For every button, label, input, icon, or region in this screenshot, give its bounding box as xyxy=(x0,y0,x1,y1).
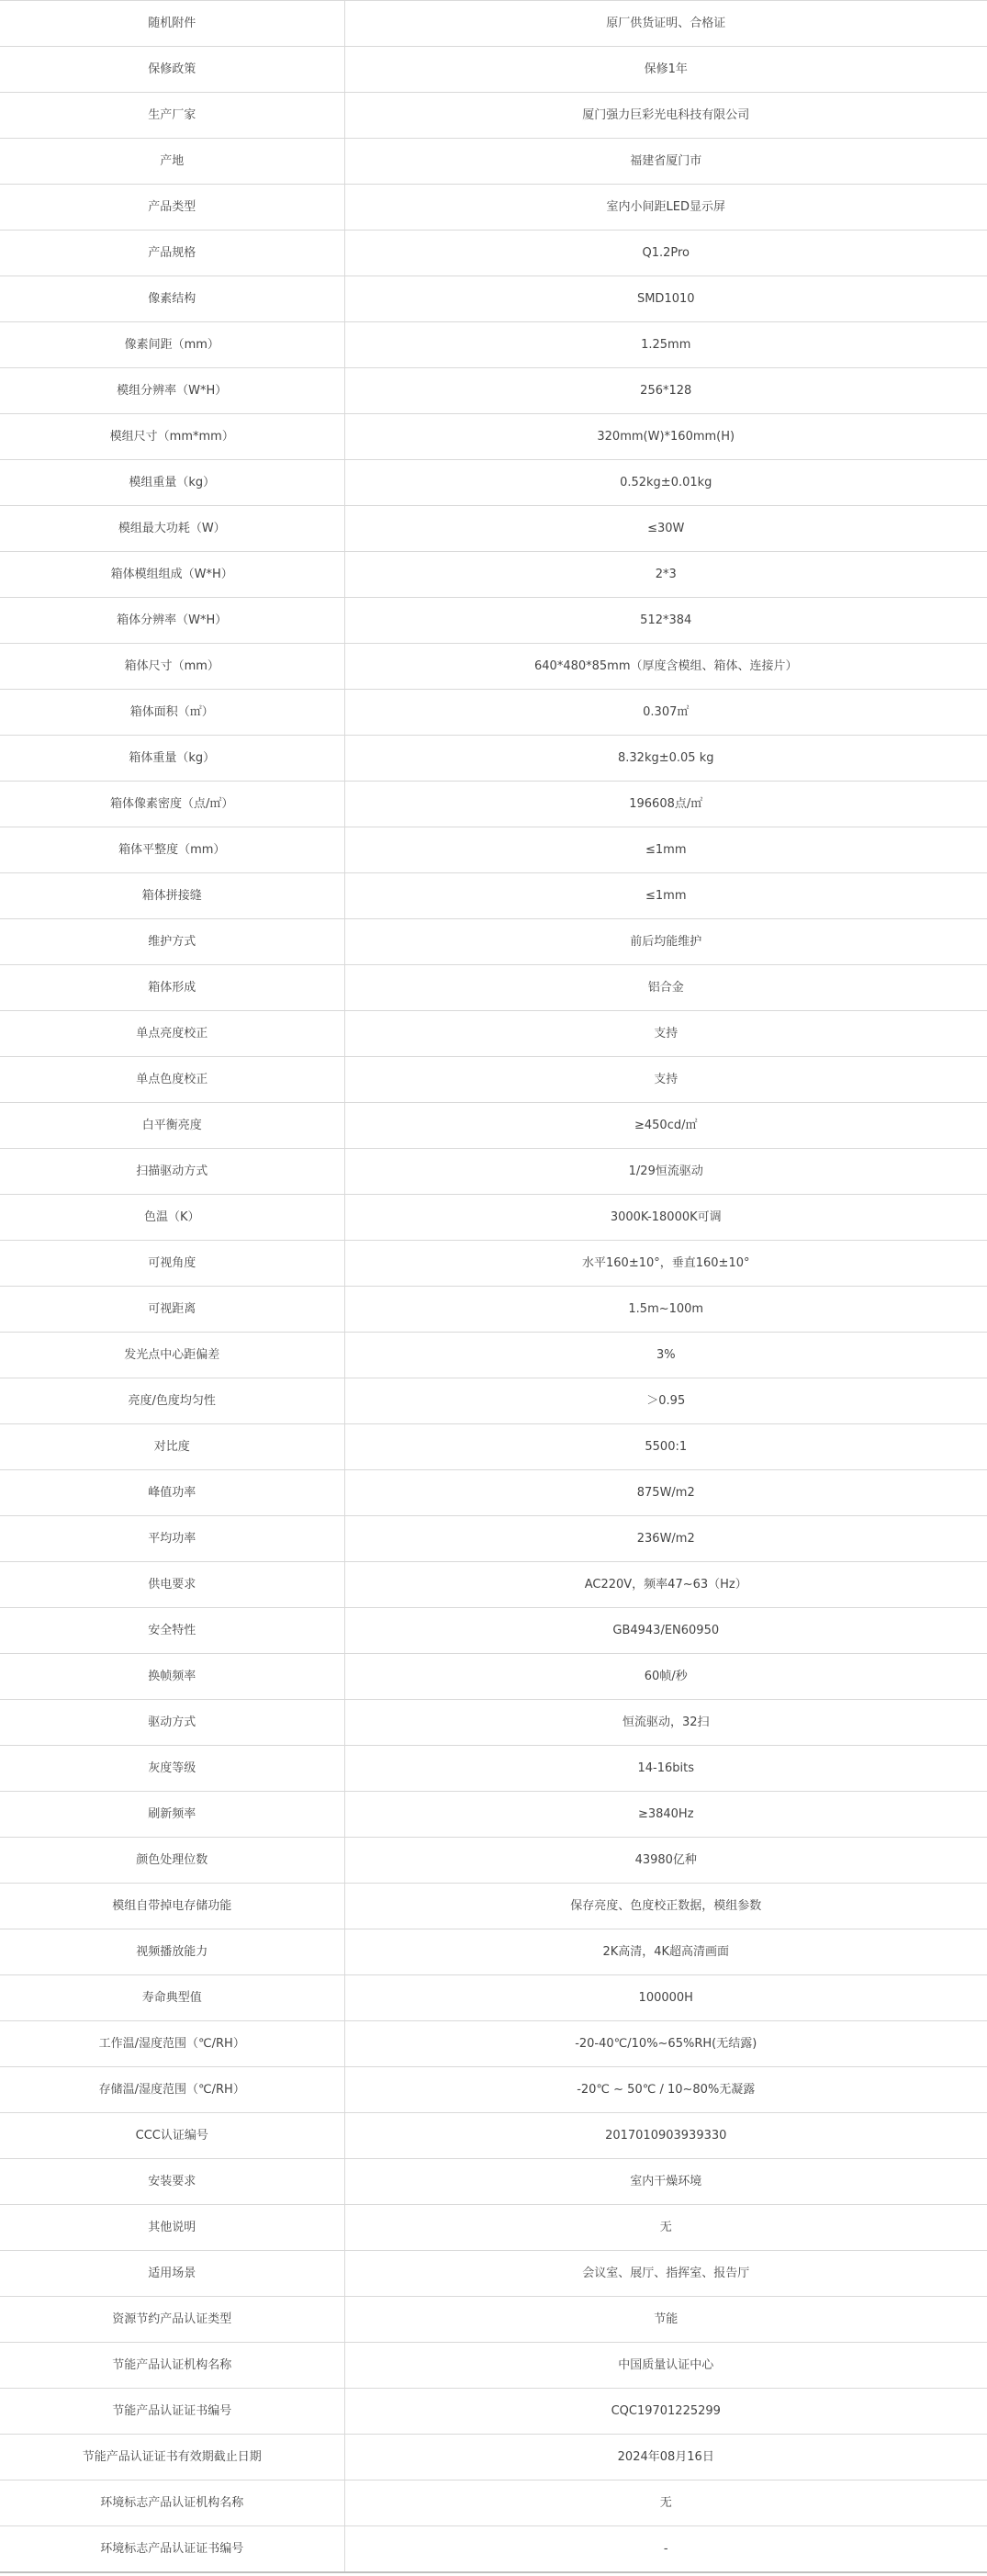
spec-value: ≤1mm xyxy=(344,873,987,919)
table-row xyxy=(0,2435,987,2480)
spec-label: 安装要求 xyxy=(0,2159,344,2205)
spec-value: 60帧/秒 xyxy=(344,1654,987,1700)
table-row xyxy=(0,690,987,736)
spec-label: 箱体平整度（mm） xyxy=(0,827,344,873)
spec-value: 原厂供货证明、合格证 xyxy=(344,1,987,47)
spec-value: 保修1年 xyxy=(344,47,987,93)
spec-label: 平均功率 xyxy=(0,1516,344,1562)
spec-value: 640*480*85mm（厚度含模组、箱体、连接片） xyxy=(344,644,987,690)
spec-value: SMD1010 xyxy=(344,276,987,322)
spec-value: 2*3 xyxy=(344,552,987,598)
table-row xyxy=(0,1195,987,1241)
spec-label: 模组分辨率（W*H） xyxy=(0,368,344,414)
table-row xyxy=(0,414,987,460)
spec-table-body xyxy=(0,1,987,2573)
spec-label: 箱体尺寸（mm） xyxy=(0,644,344,690)
table-row xyxy=(0,2343,987,2389)
table-row xyxy=(0,1057,987,1103)
spec-label: 供电要求 xyxy=(0,1562,344,1608)
table-row xyxy=(0,552,987,598)
spec-value: 256*128 xyxy=(344,368,987,414)
spec-value: 3% xyxy=(344,1333,987,1378)
spec-value: 支持 xyxy=(344,1057,987,1103)
table-row xyxy=(0,1470,987,1516)
spec-value: 14-16bits xyxy=(344,1746,987,1792)
spec-value: -20℃ ~ 50℃ / 10~80%无凝露 xyxy=(344,2067,987,2113)
table-row xyxy=(0,782,987,827)
table-row xyxy=(0,2067,987,2113)
table-row xyxy=(0,2021,987,2067)
spec-value: Q1.2Pro xyxy=(344,231,987,276)
spec-label: 模组尺寸（mm*mm） xyxy=(0,414,344,460)
spec-value: ≥3840Hz xyxy=(344,1792,987,1838)
spec-label: 模组重量（kg） xyxy=(0,460,344,506)
spec-value: 8.32kg±0.05 kg xyxy=(344,736,987,782)
spec-value: 2K高清，4K超高清画面 xyxy=(344,1929,987,1975)
table-row xyxy=(0,231,987,276)
table-row xyxy=(0,47,987,93)
spec-label: 单点色度校正 xyxy=(0,1057,344,1103)
spec-value: 无 xyxy=(344,2205,987,2251)
table-row xyxy=(0,139,987,185)
table-row xyxy=(0,185,987,231)
table-row xyxy=(0,1287,987,1333)
table-row xyxy=(0,1103,987,1149)
spec-value: 3000K-18000K可调 xyxy=(344,1195,987,1241)
spec-label: 发光点中心距偏差 xyxy=(0,1333,344,1378)
spec-label: 节能产品认证证书有效期截止日期 xyxy=(0,2435,344,2480)
table-row xyxy=(0,1838,987,1884)
spec-value: 室内干燥环境 xyxy=(344,2159,987,2205)
table-row xyxy=(0,1608,987,1654)
spec-label: 对比度 xyxy=(0,1424,344,1470)
table-row xyxy=(0,1562,987,1608)
spec-value: 前后均能维护 xyxy=(344,919,987,965)
spec-label: CCC认证编号 xyxy=(0,2113,344,2159)
spec-label: 节能产品认证证书编号 xyxy=(0,2389,344,2435)
table-row xyxy=(0,2389,987,2435)
table-row xyxy=(0,1792,987,1838)
spec-value: AC220V，频率47~63（Hz） xyxy=(344,1562,987,1608)
spec-label: 产品规格 xyxy=(0,231,344,276)
table-row xyxy=(0,1654,987,1700)
spec-value: ≤1mm xyxy=(344,827,987,873)
table-row xyxy=(0,2205,987,2251)
spec-value: 875W/m2 xyxy=(344,1470,987,1516)
spec-label: 环境标志产品认证证书编号 xyxy=(0,2526,344,2573)
spec-label: 生产厂家 xyxy=(0,93,344,139)
table-row xyxy=(0,2159,987,2205)
spec-label: 其他说明 xyxy=(0,2205,344,2251)
table-row xyxy=(0,1929,987,1975)
table-row xyxy=(0,2251,987,2297)
table-row xyxy=(0,93,987,139)
table-row xyxy=(0,322,987,368)
spec-value: 5500:1 xyxy=(344,1424,987,1470)
spec-label: 模组自带掉电存储功能 xyxy=(0,1884,344,1929)
spec-value: 中国质量认证中心 xyxy=(344,2343,987,2389)
table-row xyxy=(0,1011,987,1057)
spec-value: 1/29恒流驱动 xyxy=(344,1149,987,1195)
table-row xyxy=(0,1333,987,1378)
table-row xyxy=(0,368,987,414)
spec-value: 无 xyxy=(344,2480,987,2526)
table-row xyxy=(0,965,987,1011)
table-row xyxy=(0,598,987,644)
spec-value: 恒流驱动，32扫 xyxy=(344,1700,987,1746)
spec-label: 箱体分辨率（W*H） xyxy=(0,598,344,644)
spec-label: 可视角度 xyxy=(0,1241,344,1287)
spec-label: 寿命典型值 xyxy=(0,1975,344,2021)
spec-value: ≥450cd/㎡ xyxy=(344,1103,987,1149)
spec-label: 刷新频率 xyxy=(0,1792,344,1838)
spec-label: 亮度/色度均匀性 xyxy=(0,1378,344,1424)
table-row xyxy=(0,1,987,47)
spec-value: 水平160±10°，垂直160±10° xyxy=(344,1241,987,1287)
spec-value: - xyxy=(344,2526,987,2573)
spec-label: 保修政策 xyxy=(0,47,344,93)
spec-value: 铝合金 xyxy=(344,965,987,1011)
table-row xyxy=(0,1975,987,2021)
spec-value: ＞0.95 xyxy=(344,1378,987,1424)
spec-label: 色温（K） xyxy=(0,1195,344,1241)
spec-value: ≤30W xyxy=(344,506,987,552)
spec-label: 适用场景 xyxy=(0,2251,344,2297)
table-row xyxy=(0,736,987,782)
spec-label: 颜色处理位数 xyxy=(0,1838,344,1884)
spec-value: 支持 xyxy=(344,1011,987,1057)
spec-value: 320mm(W)*160mm(H) xyxy=(344,414,987,460)
spec-label: 节能产品认证机构名称 xyxy=(0,2343,344,2389)
spec-label: 峰值功率 xyxy=(0,1470,344,1516)
spec-value: 福建省厦门市 xyxy=(344,139,987,185)
spec-label: 随机附件 xyxy=(0,1,344,47)
table-row xyxy=(0,1746,987,1792)
spec-label: 单点亮度校正 xyxy=(0,1011,344,1057)
spec-value: GB4943/EN60950 xyxy=(344,1608,987,1654)
spec-label: 模组最大功耗（W） xyxy=(0,506,344,552)
spec-label: 产地 xyxy=(0,139,344,185)
spec-value: 1.5m~100m xyxy=(344,1287,987,1333)
spec-value: 236W/m2 xyxy=(344,1516,987,1562)
spec-value: 2017010903939330 xyxy=(344,2113,987,2159)
table-row xyxy=(0,1241,987,1287)
spec-label: 存储温/湿度范围（℃/RH） xyxy=(0,2067,344,2113)
spec-label: 资源节约产品认证类型 xyxy=(0,2297,344,2343)
table-row xyxy=(0,276,987,322)
table-row xyxy=(0,1700,987,1746)
spec-label: 灰度等级 xyxy=(0,1746,344,1792)
spec-label: 可视距离 xyxy=(0,1287,344,1333)
spec-value: 会议室、展厅、指挥室、报告厅 xyxy=(344,2251,987,2297)
table-row xyxy=(0,1149,987,1195)
table-row xyxy=(0,2480,987,2526)
table-row xyxy=(0,2297,987,2343)
spec-label: 箱体重量（kg） xyxy=(0,736,344,782)
spec-value: 厦门强力巨彩光电科技有限公司 xyxy=(344,93,987,139)
table-row xyxy=(0,644,987,690)
spec-value: 43980亿种 xyxy=(344,1838,987,1884)
table-row xyxy=(0,2113,987,2159)
spec-label: 白平衡亮度 xyxy=(0,1103,344,1149)
spec-label: 驱动方式 xyxy=(0,1700,344,1746)
spec-label: 扫描驱动方式 xyxy=(0,1149,344,1195)
spec-label: 箱体面积（㎡） xyxy=(0,690,344,736)
table-row xyxy=(0,1424,987,1470)
spec-value: 保存亮度、色度校正数据，模组参数 xyxy=(344,1884,987,1929)
table-row xyxy=(0,2526,987,2573)
spec-value: 0.52kg±0.01kg xyxy=(344,460,987,506)
spec-value: 节能 xyxy=(344,2297,987,2343)
spec-value: 2024年08月16日 xyxy=(344,2435,987,2480)
spec-value: 室内小间距LED显示屏 xyxy=(344,185,987,231)
spec-label: 箱体像素密度（点/㎡） xyxy=(0,782,344,827)
spec-value: 1.25mm xyxy=(344,322,987,368)
spec-label: 像素间距（mm） xyxy=(0,322,344,368)
table-row xyxy=(0,827,987,873)
spec-value: -20-40℃/10%~65%RH(无结露) xyxy=(344,2021,987,2067)
spec-label: 箱体拼接缝 xyxy=(0,873,344,919)
spec-label: 安全特性 xyxy=(0,1608,344,1654)
spec-label: 换帧频率 xyxy=(0,1654,344,1700)
spec-label: 像素结构 xyxy=(0,276,344,322)
table-row xyxy=(0,1378,987,1424)
spec-label: 环境标志产品认证机构名称 xyxy=(0,2480,344,2526)
spec-label: 产品类型 xyxy=(0,185,344,231)
table-row xyxy=(0,919,987,965)
spec-value: 512*384 xyxy=(344,598,987,644)
table-row xyxy=(0,460,987,506)
table-row xyxy=(0,506,987,552)
spec-label: 工作温/湿度范围（℃/RH） xyxy=(0,2021,344,2067)
spec-value: 0.307㎡ xyxy=(344,690,987,736)
spec-value: CQC19701225299 xyxy=(344,2389,987,2435)
table-row xyxy=(0,1884,987,1929)
spec-label: 箱体形成 xyxy=(0,965,344,1011)
table-row xyxy=(0,1516,987,1562)
spec-label: 箱体模组组成（W*H） xyxy=(0,552,344,598)
spec-label: 视频播放能力 xyxy=(0,1929,344,1975)
spec-value: 100000H xyxy=(344,1975,987,2021)
table-row xyxy=(0,873,987,919)
spec-value: 196608点/㎡ xyxy=(344,782,987,827)
spec-label: 维护方式 xyxy=(0,919,344,965)
